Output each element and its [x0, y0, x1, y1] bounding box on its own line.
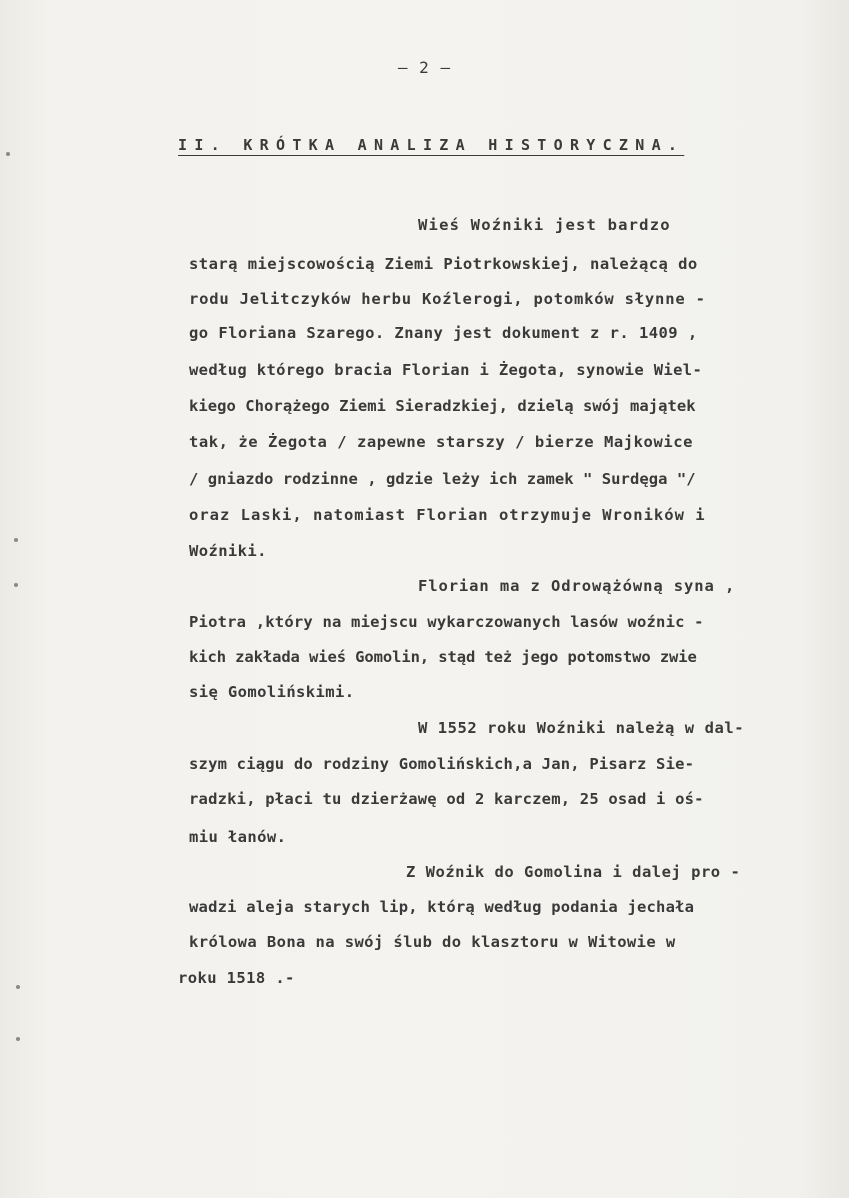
binder-mark — [16, 985, 20, 989]
text-line: tak, że Żegota / zapewne starszy / bierze Majkowice — [189, 433, 693, 451]
text-line: Z Woźnik do Gomolina i dalej pro - — [406, 863, 741, 881]
binder-mark — [6, 152, 10, 156]
text-line: miu łanów. — [189, 828, 287, 846]
text-line: Piotra ,który na miejscu wykarczowanych lasów woźnic - — [189, 613, 704, 631]
text-line: Wieś Woźniki jest bardzo — [418, 216, 671, 234]
text-line: / gniazdo rodzinne , gdzie leży ich zamek " Surdęga "/ — [189, 470, 696, 488]
text-line: rodu Jelitczyków herbu Koźlerogi, potomków słynne - — [189, 290, 706, 308]
text-line: się Gomolińskimi. — [189, 683, 355, 701]
text-line: według którego bracia Florian i Żegota, synowie Wiel- — [189, 361, 703, 379]
text-line: W 1552 roku Woźniki należą w dal- — [418, 719, 745, 737]
text-line: go Floriana Szarego. Znany jest dokument z r. 1409 , — [189, 324, 698, 342]
text-line: królowa Bona na swój ślub do klasztoru w Witowie w — [189, 933, 676, 951]
text-line: radzki, płaci tu dzierżawę od 2 karczem, 25 osad i oś- — [189, 790, 704, 808]
page-number: — 2 — — [397, 58, 452, 77]
text-line: Woźniki. — [189, 542, 267, 560]
section-heading: II. KRÓTKA ANALIZA HISTORYCZNA. — [178, 136, 685, 154]
binder-mark — [14, 583, 18, 587]
text-line: kiego Chorążego Ziemi Sieradzkiej, dzielą swój majątek — [189, 397, 696, 415]
text-line: starą miejscowością Ziemi Piotrkowskiej, należącą do — [189, 255, 698, 273]
text-line: wadzi aleja starych lip, którą według podania jechała — [189, 898, 695, 916]
text-line: kich zakłada wieś Gomolin, stąd też jego potomstwo zwie — [189, 648, 697, 666]
text-line: Florian ma z Odrowążówną syna , — [418, 577, 736, 595]
binder-mark — [16, 1037, 20, 1041]
text-line: roku 1518 .- — [178, 969, 295, 987]
text-line: oraz Laski, natomiast Florian otrzymuje Wroników i — [189, 506, 706, 524]
text-line: szym ciągu do rodziny Gomolińskich,a Jan, Pisarz Sie- — [189, 755, 695, 773]
binder-mark — [14, 538, 18, 542]
